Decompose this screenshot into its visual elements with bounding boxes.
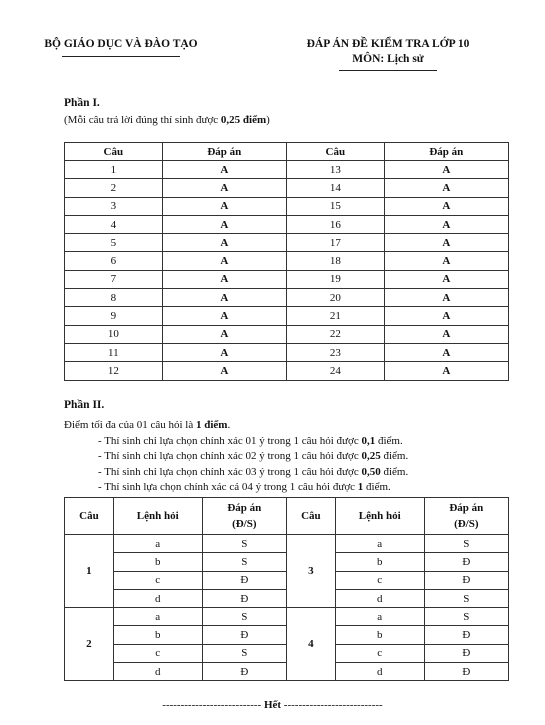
table-row: [65, 234, 509, 252]
answer-value: A: [384, 161, 508, 179]
true-false-answer: Đ: [424, 663, 508, 681]
question-number: 3: [65, 197, 163, 215]
ministry-name: BỘ GIÁO DỤC VÀ ĐÀO TẠO: [44, 38, 198, 50]
question-number: 15: [286, 197, 384, 215]
answer-value: A: [384, 270, 508, 288]
subquestion-label: a: [113, 608, 202, 626]
subject-title: MÔN: Lịch sử: [352, 53, 424, 65]
question-number: 17: [286, 234, 384, 252]
ministry-header: [36, 38, 206, 57]
true-false-answer: Đ: [202, 589, 286, 607]
question-number: 12: [65, 362, 163, 380]
question-number: 24: [286, 362, 384, 380]
table-row: [65, 215, 509, 233]
true-false-answer: S: [202, 644, 286, 662]
part2-answer-table: [64, 497, 509, 681]
col-header-answer-ds: Đáp án (Đ/S): [424, 498, 508, 535]
true-false-answer: Đ: [424, 626, 508, 644]
true-false-answer: S: [424, 535, 508, 553]
col-header-question: Câu: [65, 143, 163, 161]
true-false-answer: S: [424, 589, 508, 607]
question-number: 5: [65, 234, 163, 252]
true-false-answer: S: [202, 608, 286, 626]
true-false-answer: S: [202, 535, 286, 553]
true-false-answer: S: [202, 553, 286, 571]
scoring-rule: - Thí sinh chỉ lựa chọn chính xác 01 ý trong 1 câu hỏi được 0,1 điểm.: [98, 434, 403, 447]
table-row: [65, 307, 509, 325]
true-false-answer: Đ: [202, 626, 286, 644]
question-number: 20: [286, 289, 384, 307]
true-false-answer: Đ: [424, 553, 508, 571]
part2-header-row: [65, 498, 509, 535]
part1-answer-table: [64, 142, 509, 381]
subquestion-label: b: [335, 553, 424, 571]
answer-value: A: [384, 215, 508, 233]
table-row: [65, 362, 509, 380]
table-row: [65, 197, 509, 215]
answer-value: A: [384, 197, 508, 215]
col-header-question: Câu: [286, 498, 335, 535]
answer-value: A: [162, 343, 286, 361]
col-header-question: Câu: [286, 143, 384, 161]
question-number: 10: [65, 325, 163, 343]
table-row: [65, 252, 509, 270]
question-number: 2: [65, 608, 114, 681]
subquestion-label: c: [113, 644, 202, 662]
question-number: 13: [286, 161, 384, 179]
ministry-underline: [62, 56, 180, 57]
question-number: 4: [286, 608, 335, 681]
subquestion-label: c: [335, 644, 424, 662]
answer-value: A: [162, 270, 286, 288]
table-row: [65, 289, 509, 307]
true-false-answer: Đ: [202, 663, 286, 681]
col-header-question: Câu: [65, 498, 114, 535]
answer-value: A: [384, 325, 508, 343]
answer-value: A: [162, 362, 286, 380]
question-number: 2: [65, 179, 163, 197]
subquestion-label: d: [335, 589, 424, 607]
question-number: 1: [65, 535, 114, 608]
table-row: [65, 179, 509, 197]
part2-title: Phần II.: [64, 399, 105, 411]
document-title: ĐÁP ÁN ĐỀ KIỂM TRA LỚP 10: [306, 38, 470, 50]
subquestion-label: c: [113, 571, 202, 589]
answer-value: A: [162, 215, 286, 233]
answer-value: A: [384, 343, 508, 361]
scoring-rule: - Thí sinh chỉ lựa chọn chính xác 03 ý trong 1 câu hỏi được 0,50 điểm.: [98, 465, 409, 478]
part2-max-score: Điểm tối đa của 01 câu hỏi là 1 điểm.: [64, 419, 231, 431]
scoring-rule: - Thí sinh chỉ lựa chọn chính xác 02 ý trong 1 câu hỏi được 0,25 điểm.: [98, 450, 409, 462]
answer-value: A: [162, 325, 286, 343]
answer-value: A: [384, 234, 508, 252]
answer-value: A: [162, 252, 286, 270]
question-number: 18: [286, 252, 384, 270]
part1-note: (Mỗi câu trả lời đúng thí sinh được 0,25 điểm): [64, 114, 270, 126]
table-row: [65, 535, 509, 553]
subquestion-label: b: [113, 553, 202, 571]
question-number: 9: [65, 307, 163, 325]
true-false-answer: Đ: [424, 644, 508, 662]
table-row: [65, 325, 509, 343]
answer-value: A: [384, 252, 508, 270]
true-false-answer: Đ: [424, 571, 508, 589]
question-number: 3: [286, 535, 335, 608]
question-number: 21: [286, 307, 384, 325]
subquestion-label: d: [335, 663, 424, 681]
answer-value: A: [162, 234, 286, 252]
question-number: 22: [286, 325, 384, 343]
question-number: 23: [286, 343, 384, 361]
subquestion-label: a: [335, 535, 424, 553]
answer-value: A: [384, 179, 508, 197]
col-header-subquestion: Lệnh hỏi: [113, 498, 202, 535]
subject-underline: [339, 70, 437, 71]
true-false-answer: S: [424, 608, 508, 626]
question-number: 7: [65, 270, 163, 288]
subquestion-label: a: [113, 535, 202, 553]
answer-value: A: [384, 362, 508, 380]
answer-value: A: [162, 289, 286, 307]
col-header-answer-ds: Đáp án (Đ/S): [202, 498, 286, 535]
table-row: [65, 270, 509, 288]
table-row: [65, 608, 509, 626]
question-number: 4: [65, 215, 163, 233]
answer-value: A: [162, 307, 286, 325]
end-marker: --------------------------- Hết ---------------------------: [162, 699, 383, 711]
table-row: [65, 343, 509, 361]
question-number: 1: [65, 161, 163, 179]
subquestion-label: a: [335, 608, 424, 626]
scoring-rule: - Thí sinh lựa chọn chính xác cả 04 ý trong 1 câu hỏi được 1 điểm.: [98, 481, 391, 493]
answer-value: A: [162, 179, 286, 197]
true-false-answer: Đ: [202, 571, 286, 589]
part1-header-row: [65, 143, 509, 161]
question-number: 19: [286, 270, 384, 288]
answer-value: A: [162, 161, 286, 179]
subquestion-label: b: [335, 626, 424, 644]
subquestion-label: c: [335, 571, 424, 589]
answer-value: A: [384, 307, 508, 325]
subquestion-label: d: [113, 589, 202, 607]
subquestion-label: d: [113, 663, 202, 681]
col-header-answer: Đáp án: [162, 143, 286, 161]
question-number: 14: [286, 179, 384, 197]
document-header: [278, 38, 498, 71]
answer-value: A: [162, 197, 286, 215]
question-number: 8: [65, 289, 163, 307]
subquestion-label: b: [113, 626, 202, 644]
part1-title: Phần I.: [64, 97, 100, 109]
part2-scoring-rules: [64, 418, 408, 496]
question-number: 11: [65, 343, 163, 361]
col-header-subquestion: Lệnh hỏi: [335, 498, 424, 535]
question-number: 16: [286, 215, 384, 233]
col-header-answer: Đáp án: [384, 143, 508, 161]
answer-value: A: [384, 289, 508, 307]
question-number: 6: [65, 252, 163, 270]
table-row: [65, 161, 509, 179]
